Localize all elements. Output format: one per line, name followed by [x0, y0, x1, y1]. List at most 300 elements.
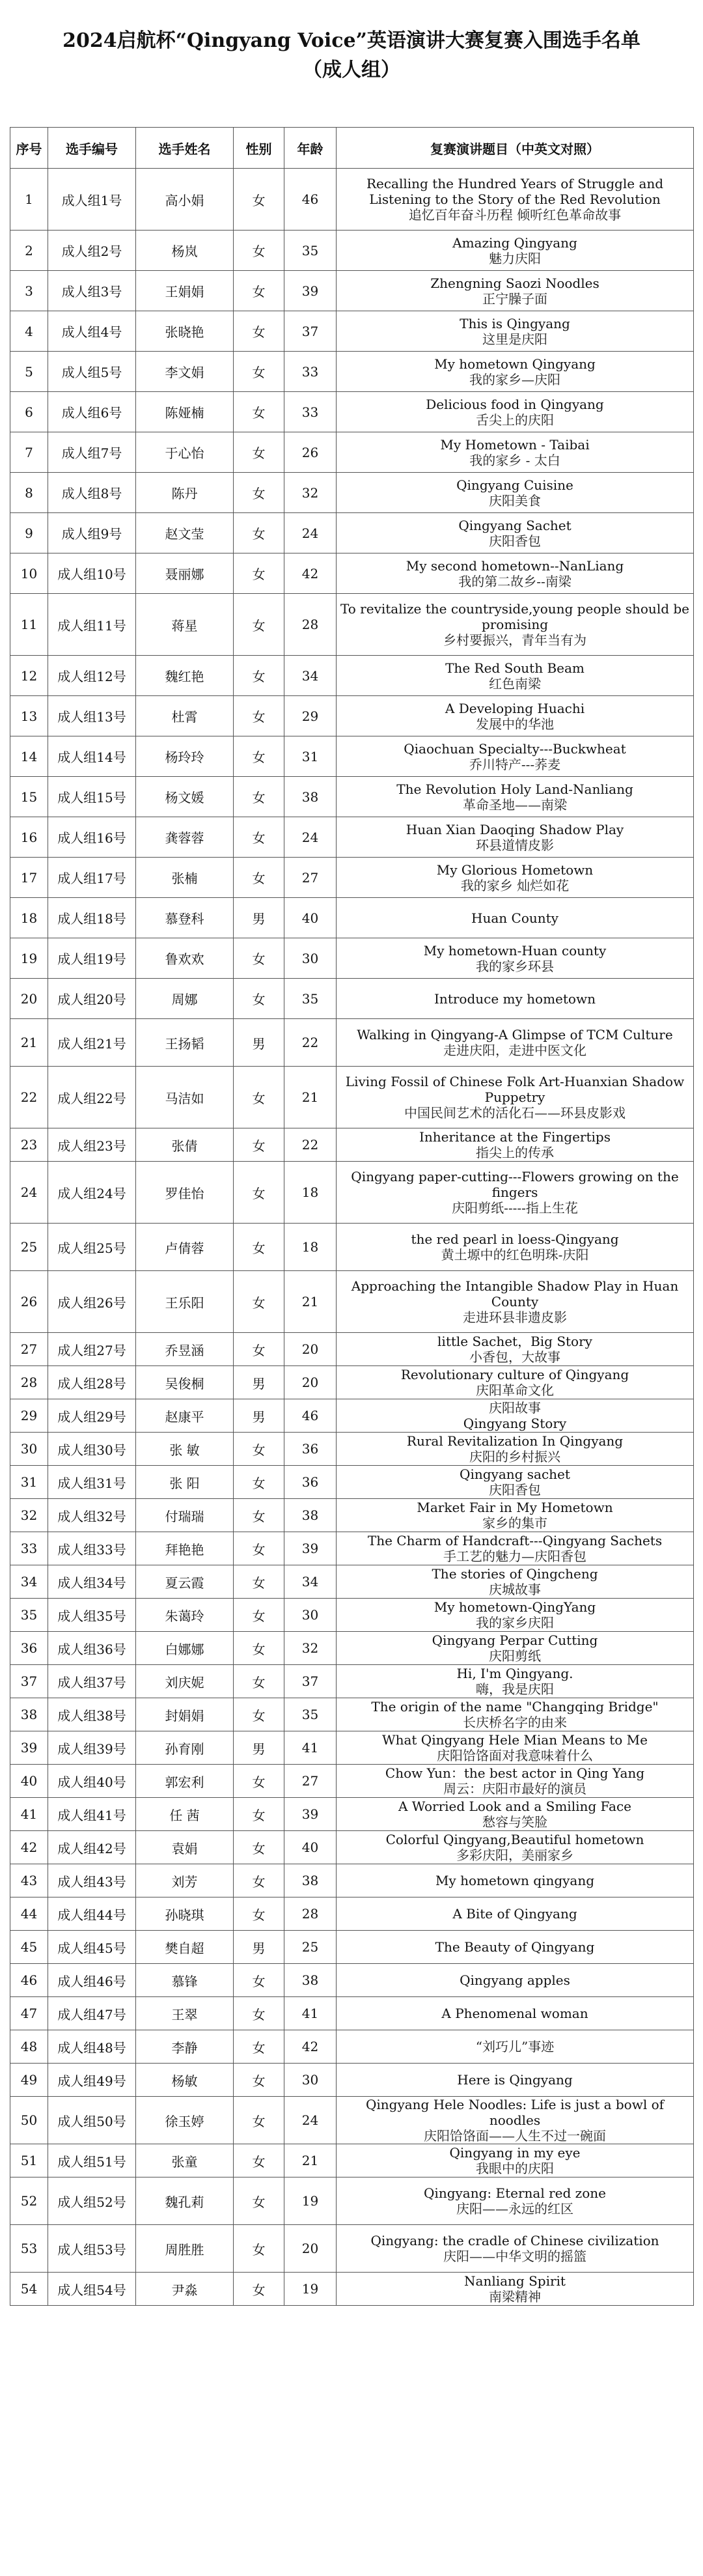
- topic-chinese: 我眼中的庆阳: [476, 2161, 554, 2176]
- page-title: 2024启航杯“Qingyang Voice”英语演讲大赛复赛入围选手名单: [62, 29, 641, 52]
- row-number: 33: [10, 1532, 48, 1565]
- contestant-code: 成人组42号: [48, 1831, 136, 1864]
- table-row: [10, 1798, 694, 1831]
- contestant-code: 成人组8号: [48, 473, 136, 513]
- contestant-age: 30: [284, 938, 337, 979]
- speech-topic: [337, 1499, 694, 1532]
- speech-topic: [337, 898, 694, 938]
- topic-english: little Sachet，Big Story: [437, 1334, 592, 1349]
- contestant-age: 28: [284, 1897, 337, 1931]
- contestant-gender: 男: [234, 1399, 284, 1433]
- contestant-code: 成人组17号: [48, 858, 136, 898]
- contestant-gender: 女: [234, 1798, 284, 1831]
- contestant-name: 龚蓉蓉: [136, 817, 234, 858]
- contestant-gender: 女: [234, 1532, 284, 1565]
- row-number: 44: [10, 1897, 48, 1931]
- speech-topic: [337, 938, 694, 979]
- table-row: [10, 1864, 694, 1897]
- contestant-code: 成人组4号: [48, 311, 136, 352]
- topic-english: The stories of Qingcheng: [432, 1566, 598, 1582]
- row-number: 6: [10, 392, 48, 432]
- speech-topic: [337, 2225, 694, 2273]
- table-row: [10, 1067, 694, 1128]
- contestant-name: 杨文媛: [136, 777, 234, 817]
- contestant-age: 21: [284, 1271, 337, 1333]
- speech-topic: [337, 1067, 694, 1128]
- topic-english: Qingyang: the cradle of Chinese civilization: [370, 2233, 659, 2248]
- table-row: [10, 1964, 694, 1997]
- column-header-age: 年龄: [284, 128, 337, 169]
- row-number: 28: [10, 1366, 48, 1399]
- contestant-name: 罗佳怡: [136, 1162, 234, 1224]
- table-row: [10, 2144, 694, 2177]
- contestant-code: 成人组16号: [48, 817, 136, 858]
- speech-topic: [337, 1698, 694, 1731]
- contestant-code: 成人组35号: [48, 1599, 136, 1632]
- topic-english: Recalling the Hundred Years of Struggle and Listening to the Story of the Red Revolution: [366, 176, 664, 207]
- contestant-gender: 女: [234, 169, 284, 231]
- contestant-gender: 男: [234, 1931, 284, 1964]
- topic-chinese: 愁容与笑脸: [482, 1814, 547, 1830]
- topic-english: Amazing Qingyang: [452, 234, 577, 251]
- contestant-gender: 女: [234, 696, 284, 736]
- topic-chinese: 庆阳的乡村振兴: [469, 1449, 560, 1464]
- contestant-age: 21: [284, 2144, 337, 2177]
- topic-chinese: 我的第二故乡--南梁: [458, 573, 572, 589]
- topic-english: Huan Xian Daoqing Shadow Play: [406, 821, 624, 837]
- contestant-code: 成人组24号: [48, 1162, 136, 1224]
- table-row: [10, 231, 694, 271]
- row-number: 37: [10, 1665, 48, 1698]
- speech-topic: [337, 736, 694, 777]
- topic-english: Delicious food in Qingyang: [426, 396, 604, 412]
- contestant-name: 王扬韬: [136, 1019, 234, 1067]
- topic-english: My hometown qingyang: [435, 1873, 595, 1888]
- contestant-age: 26: [284, 432, 337, 473]
- contestant-name: 张楠: [136, 858, 234, 898]
- row-number: 54: [10, 2273, 48, 2306]
- contestant-age: 27: [284, 1765, 337, 1798]
- topic-chinese: 追忆百年奋斗历程 倾听红色革命故事: [408, 207, 622, 223]
- contestant-code: 成人组31号: [48, 1466, 136, 1499]
- table-row: [10, 1333, 694, 1366]
- table-row: [10, 432, 694, 473]
- contestant-age: 20: [284, 1366, 337, 1399]
- contestant-name: 陈丹: [136, 473, 234, 513]
- contestant-name: 周胜胜: [136, 2225, 234, 2273]
- topic-chinese: 嗨，我是庆阳: [476, 1681, 554, 1697]
- topic-english: Qingyang Sachet: [458, 517, 572, 533]
- row-number: 27: [10, 1333, 48, 1366]
- contestant-code: 成人组32号: [48, 1499, 136, 1532]
- contestant-code: 成人组5号: [48, 352, 136, 392]
- contestant-code: 成人组25号: [48, 1224, 136, 1271]
- topic-english: My Glorious Hometown: [436, 861, 594, 878]
- topic-english: This is Qingyang: [460, 315, 570, 331]
- table-row: [10, 1997, 694, 2030]
- contestant-code: 成人组7号: [48, 432, 136, 473]
- speech-topic: [337, 553, 694, 594]
- contestant-code: 成人组51号: [48, 2144, 136, 2177]
- contestant-gender: 女: [234, 2177, 284, 2225]
- contestant-code: 成人组50号: [48, 2097, 136, 2144]
- table-row: [10, 1271, 694, 1333]
- row-number: 7: [10, 432, 48, 473]
- contestant-name: 樊自超: [136, 1931, 234, 1964]
- contestant-age: 25: [284, 1931, 337, 1964]
- contestant-name: 杜霄: [136, 696, 234, 736]
- contestant-age: 30: [284, 1599, 337, 1632]
- topic-english: A Phenomenal woman: [441, 2006, 588, 2021]
- contestant-age: 35: [284, 1698, 337, 1731]
- speech-topic: [337, 271, 694, 311]
- topic-chinese: 庆城故事: [489, 1582, 541, 1597]
- topic-english: Nanliang Spirit: [464, 2273, 566, 2289]
- contestant-age: 24: [284, 2097, 337, 2144]
- speech-topic: [337, 1466, 694, 1499]
- contestant-age: 38: [284, 1499, 337, 1532]
- contestant-code: 成人组53号: [48, 2225, 136, 2273]
- contestant-gender: 女: [234, 858, 284, 898]
- contestant-name: 郭宏利: [136, 1765, 234, 1798]
- topic-chinese: 多彩庆阳，美丽家乡: [456, 1847, 573, 1863]
- contestant-name: 付瑞瑞: [136, 1499, 234, 1532]
- topic-chinese: 走进庆阳，走进中医文化: [443, 1043, 586, 1058]
- row-number: 25: [10, 1224, 48, 1271]
- row-number: 40: [10, 1765, 48, 1798]
- contestant-code: 成人组10号: [48, 553, 136, 594]
- topic-chinese: “刘巧儿”事迹: [475, 2039, 555, 2054]
- table-row: [10, 1366, 694, 1399]
- topic-english: A Developing Huachi: [445, 700, 585, 716]
- speech-topic: [337, 1864, 694, 1897]
- contestant-name: 刘庆妮: [136, 1665, 234, 1698]
- table-row: [10, 1698, 694, 1731]
- topic-chinese: 庆阳饸饹面——人生不过一碗面: [424, 2128, 606, 2144]
- topic-english: Zhengning Saozi Noodles: [430, 275, 600, 291]
- speech-topic: [337, 2097, 694, 2144]
- topic-english: Qingyang in my eye: [449, 2145, 581, 2161]
- contestant-gender: 女: [234, 1565, 284, 1599]
- row-number: 26: [10, 1271, 48, 1333]
- speech-topic: [337, 432, 694, 473]
- row-number: 35: [10, 1599, 48, 1632]
- contestant-age: 38: [284, 777, 337, 817]
- speech-topic: [337, 2064, 694, 2097]
- row-number: 10: [10, 553, 48, 594]
- table-row: [10, 1532, 694, 1565]
- contestant-code: 成人组14号: [48, 736, 136, 777]
- column-header-topic: 复赛演讲题目（中英文对照）: [337, 128, 694, 169]
- table-row: [10, 553, 694, 594]
- topic-english: The Charm of Handcraft---Qingyang Sachets: [367, 1533, 663, 1548]
- table-row: [10, 777, 694, 817]
- table-body: [10, 169, 694, 2306]
- speech-topic: [337, 1399, 694, 1433]
- contestant-gender: 女: [234, 2030, 284, 2064]
- speech-topic: [337, 169, 694, 231]
- contestant-gender: 女: [234, 1964, 284, 1997]
- contestant-gender: 女: [234, 1599, 284, 1632]
- table-row: [10, 1632, 694, 1665]
- speech-topic: [337, 392, 694, 432]
- column-header-number: 序号: [10, 128, 48, 169]
- row-number: 49: [10, 2064, 48, 2097]
- row-number: 39: [10, 1731, 48, 1765]
- topic-chinese: 魅力庆阳: [489, 250, 541, 266]
- contestant-age: 22: [284, 1019, 337, 1067]
- contestant-gender: 女: [234, 513, 284, 553]
- contestant-gender: 女: [234, 656, 284, 696]
- table-row: [10, 2177, 694, 2225]
- contestant-name: 张倩: [136, 1128, 234, 1162]
- contestant-code: 成人组44号: [48, 1897, 136, 1931]
- topic-english: The Revolution Holy Land-Nanliang: [396, 781, 633, 797]
- contestant-name: 李静: [136, 2030, 234, 2064]
- row-number: 51: [10, 2144, 48, 2177]
- topic-english: Huan County: [471, 910, 558, 926]
- topic-english: Chow Yun：the best actor in Qing Yang: [385, 1765, 645, 1781]
- row-number: 19: [10, 938, 48, 979]
- contestant-code: 成人组38号: [48, 1698, 136, 1731]
- contestant-gender: 女: [234, 1128, 284, 1162]
- contestant-name: 吴俊桐: [136, 1366, 234, 1399]
- contestant-age: 32: [284, 473, 337, 513]
- speech-topic: [337, 1931, 694, 1964]
- topic-english: Revolutionary culture of Qingyang: [400, 1367, 629, 1382]
- contestant-code: 成人组12号: [48, 656, 136, 696]
- contestant-name: 王翠: [136, 1997, 234, 2030]
- contestant-name: 杨岚: [136, 231, 234, 271]
- topic-english: Market Fair in My Hometown: [417, 1500, 613, 1515]
- speech-topic: [337, 1964, 694, 1997]
- contestant-age: 37: [284, 1665, 337, 1698]
- speech-topic: [337, 2273, 694, 2306]
- contestant-age: 41: [284, 1731, 337, 1765]
- contestant-age: 24: [284, 513, 337, 553]
- contestant-code: 成人组3号: [48, 271, 136, 311]
- contestant-code: 成人组43号: [48, 1864, 136, 1897]
- speech-topic: [337, 1366, 694, 1399]
- contestant-code: 成人组33号: [48, 1532, 136, 1565]
- contestant-name: 高小娟: [136, 169, 234, 231]
- row-number: 2: [10, 231, 48, 271]
- row-number: 14: [10, 736, 48, 777]
- contestant-name: 聂丽娜: [136, 553, 234, 594]
- speech-topic: [337, 1019, 694, 1067]
- contestant-age: 24: [284, 817, 337, 858]
- speech-topic: [337, 1162, 694, 1224]
- speech-topic: [337, 656, 694, 696]
- row-number: 45: [10, 1931, 48, 1964]
- speech-topic: [337, 1765, 694, 1798]
- contestant-gender: 女: [234, 271, 284, 311]
- topic-english: Qingyang sachet: [460, 1466, 570, 1482]
- row-number: 30: [10, 1433, 48, 1466]
- contestant-gender: 女: [234, 2064, 284, 2097]
- contestant-name: 赵文莹: [136, 513, 234, 553]
- contestant-name: 孙育刚: [136, 1731, 234, 1765]
- contestant-gender: 女: [234, 1897, 284, 1931]
- topic-chinese: 我的家乡环县: [476, 958, 554, 974]
- topic-chinese: 环县道情皮影: [476, 837, 554, 853]
- contestant-age: 22: [284, 1128, 337, 1162]
- contestant-gender: 女: [234, 392, 284, 432]
- contestant-age: 38: [284, 1864, 337, 1897]
- table-row: [10, 2064, 694, 2097]
- speech-topic: [337, 473, 694, 513]
- speech-topic: [337, 696, 694, 736]
- row-number: 23: [10, 1128, 48, 1162]
- speech-topic: [337, 1433, 694, 1466]
- speech-topic: [337, 1333, 694, 1366]
- contestant-age: 36: [284, 1433, 337, 1466]
- contestant-age: 42: [284, 553, 337, 594]
- topic-chinese: 指尖上的传承: [476, 1145, 554, 1160]
- topic-chinese: 手工艺的魅力—庆阳香包: [443, 1548, 586, 1564]
- contestant-age: 38: [284, 1964, 337, 1997]
- contestant-name: 乔昱涵: [136, 1333, 234, 1366]
- table-row: [10, 1019, 694, 1067]
- contestant-gender: 女: [234, 1632, 284, 1665]
- contestant-name: 于心怡: [136, 432, 234, 473]
- contestant-age: 37: [284, 311, 337, 352]
- contestant-gender: 男: [234, 1019, 284, 1067]
- speech-topic: [337, 352, 694, 392]
- topic-english: My second hometown--NanLiang: [406, 557, 624, 574]
- contestant-gender: 女: [234, 938, 284, 979]
- speech-topic: [337, 2177, 694, 2225]
- table-row: [10, 1399, 694, 1433]
- contestant-age: 30: [284, 2064, 337, 2097]
- contestant-name: 王娟娟: [136, 271, 234, 311]
- contestant-age: 33: [284, 392, 337, 432]
- contestant-name: 徐玉婷: [136, 2097, 234, 2144]
- table-row: [10, 656, 694, 696]
- topic-chinese: 庆阳故事: [489, 1400, 541, 1416]
- contestant-gender: 女: [234, 777, 284, 817]
- speech-topic: [337, 1798, 694, 1831]
- topic-english: Hi, I'm Qingyang.: [456, 1666, 573, 1681]
- topic-english: My hometown-Huan county: [423, 942, 607, 959]
- contestant-code: 成人组36号: [48, 1632, 136, 1665]
- contestant-code: 成人组15号: [48, 777, 136, 817]
- topic-chinese: 我的家乡—庆阳: [469, 371, 560, 387]
- table-row: [10, 2225, 694, 2273]
- contestant-age: 46: [284, 169, 337, 231]
- topic-chinese: 庆阳剪纸: [489, 1648, 541, 1664]
- contestant-gender: 女: [234, 1067, 284, 1128]
- contestant-age: 32: [284, 1632, 337, 1665]
- contestant-name: 封娟娟: [136, 1698, 234, 1731]
- row-number: 48: [10, 2030, 48, 2064]
- contestant-gender: 女: [234, 817, 284, 858]
- table-row: [10, 352, 694, 392]
- speech-topic: [337, 817, 694, 858]
- contestant-name: 杨敏: [136, 2064, 234, 2097]
- contestant-age: 19: [284, 2177, 337, 2225]
- contestant-name: 马洁如: [136, 1067, 234, 1128]
- topic-chinese: 中国民间艺术的活化石——环县皮影戏: [404, 1105, 626, 1121]
- contestant-code: 成人组29号: [48, 1399, 136, 1433]
- table-row: [10, 1731, 694, 1765]
- contestant-age: 18: [284, 1162, 337, 1224]
- topic-chinese: 黄土塬中的红色明珠-庆阳: [441, 1247, 589, 1263]
- speech-topic: [337, 979, 694, 1019]
- contestant-gender: 女: [234, 1466, 284, 1499]
- contestant-gender: 女: [234, 432, 284, 473]
- table-row: [10, 311, 694, 352]
- contestant-name: 刘芳: [136, 1864, 234, 1897]
- row-number: 15: [10, 777, 48, 817]
- topic-english: A Worried Look and a Smiling Face: [398, 1799, 632, 1814]
- table-row: [10, 817, 694, 858]
- contestant-code: 成人组9号: [48, 513, 136, 553]
- contestant-name: 张童: [136, 2144, 234, 2177]
- topic-chinese: 小香包，大故事: [469, 1349, 560, 1365]
- table-row: [10, 736, 694, 777]
- table-row: [10, 513, 694, 553]
- row-number: 52: [10, 2177, 48, 2225]
- contestant-age: 21: [284, 1067, 337, 1128]
- contestant-age: 20: [284, 2225, 337, 2273]
- contestant-age: 39: [284, 1798, 337, 1831]
- row-number: 1: [10, 169, 48, 231]
- contestant-name: 袁娟: [136, 1831, 234, 1864]
- table-row: [10, 1931, 694, 1964]
- row-number: 22: [10, 1067, 48, 1128]
- topic-english: Qiaochuan Specialty---Buckwheat: [404, 740, 626, 757]
- contestant-name: 夏云霞: [136, 1565, 234, 1599]
- contestant-code: 成人组28号: [48, 1366, 136, 1399]
- row-number: 31: [10, 1466, 48, 1499]
- contestant-name: 拜艳艳: [136, 1532, 234, 1565]
- column-header-gender: 性别: [234, 128, 284, 169]
- topic-chinese: 乡村要振兴，青年当有为: [443, 632, 586, 648]
- table-row: [10, 1499, 694, 1532]
- speech-topic: [337, 1532, 694, 1565]
- contestant-code: 成人组45号: [48, 1931, 136, 1964]
- contestant-age: 27: [284, 858, 337, 898]
- topic-english: the red pearl in loess-Qingyang: [411, 1231, 619, 1247]
- contestant-gender: 女: [234, 1271, 284, 1333]
- contestant-age: 35: [284, 231, 337, 271]
- table-row: [10, 473, 694, 513]
- table-row: [10, 2273, 694, 2306]
- title-block: [10, 26, 693, 124]
- topic-english: Approaching the Intangible Shadow Play in Huan County: [351, 1278, 679, 1309]
- row-number: 50: [10, 2097, 48, 2144]
- row-number: 5: [10, 352, 48, 392]
- contestant-gender: 女: [234, 1864, 284, 1897]
- contestant-age: 42: [284, 2030, 337, 2064]
- row-number: 24: [10, 1162, 48, 1224]
- speech-topic: [337, 858, 694, 898]
- topic-english: Colorful Qingyang,Beautiful hometown: [385, 1832, 644, 1847]
- contestant-code: 成人组39号: [48, 1731, 136, 1765]
- contestant-name: 魏红艳: [136, 656, 234, 696]
- table-row: [10, 1128, 694, 1162]
- row-number: 13: [10, 696, 48, 736]
- table-row: [10, 1765, 694, 1798]
- topic-english: The Red South Beam: [445, 660, 585, 676]
- topic-chinese: 庆阳革命文化: [476, 1382, 554, 1398]
- contestant-code: 成人组21号: [48, 1019, 136, 1067]
- contestant-gender: 男: [234, 898, 284, 938]
- contestant-age: 46: [284, 1399, 337, 1433]
- contestant-name: 卢倩蓉: [136, 1224, 234, 1271]
- topic-english: Qingyang apples: [460, 1972, 570, 1988]
